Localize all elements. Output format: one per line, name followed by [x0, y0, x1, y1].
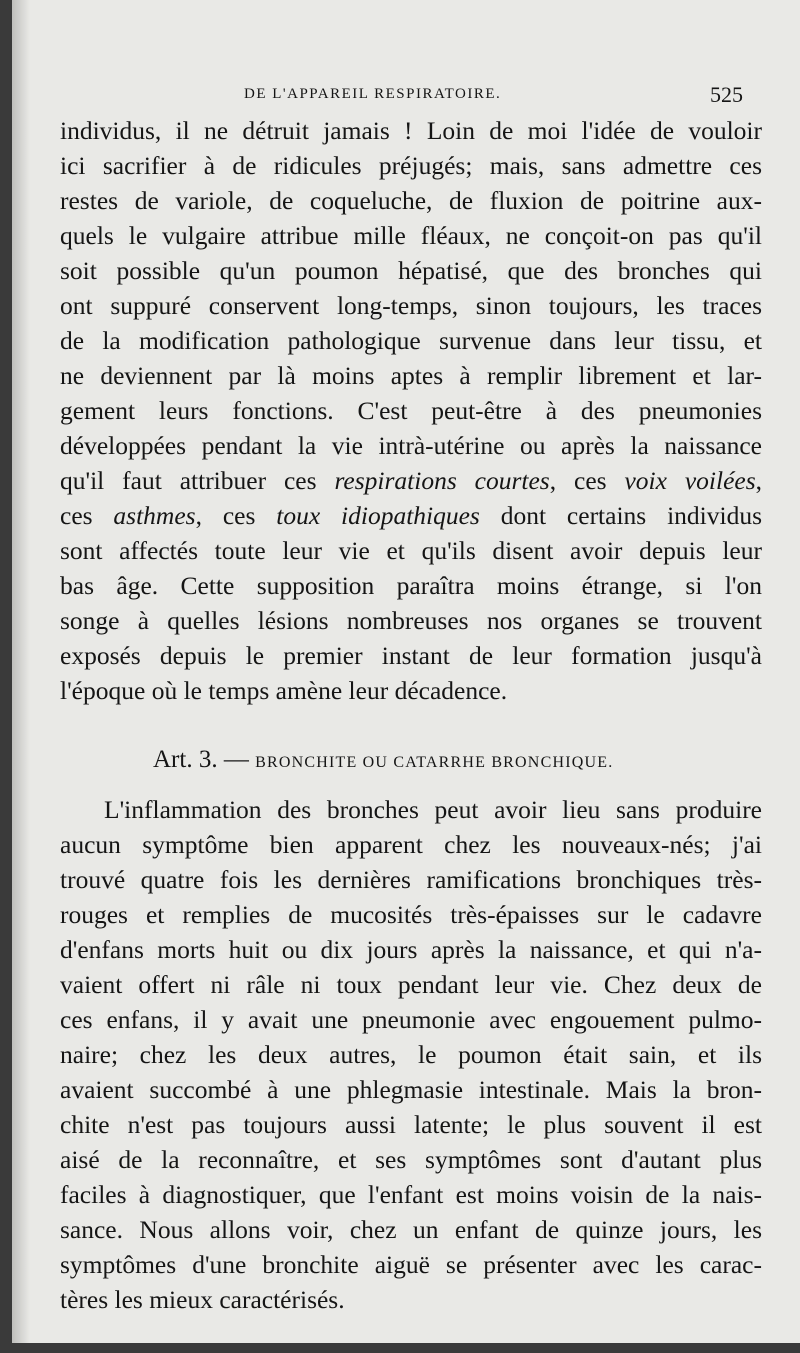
text-line	[60, 501, 762, 531]
text-line: rouges et remplies de mucosités très-épaisses sur le cadavre	[60, 900, 762, 929]
text-line: ces enfans, il y avait une pneumonie avec engouement pulmo-	[60, 1005, 762, 1034]
text-line: développées pendant la vie intrà-utérine ou après la naissance	[60, 431, 762, 460]
text-line: faciles à diagnostiquer, que l'enfant est moins voisin de la nais-	[60, 1180, 762, 1209]
text-line: ont suppuré conservent long-temps, sinon toujours, les traces	[60, 291, 762, 320]
text-line: de la modification pathologique survenue dans leur tissu, et	[60, 326, 762, 355]
text-run: , ces	[549, 466, 625, 495]
text-line: aucun symptôme bien apparent chez les nouveaux-nés; j'ai	[60, 830, 762, 859]
article-title: BRONCHITE OU CATARRHE BRONCHIQUE.	[255, 754, 614, 771]
text-line: individus, il ne détruit jamais ! Loin de moi l'idée de vouloir	[60, 116, 762, 145]
text-line: sance. Nous allons voir, chez un enfant de quinze jours, les	[60, 1215, 762, 1244]
italic-phrase: toux idiopathiques	[276, 501, 480, 530]
article-label: Art. 3. —	[153, 746, 256, 773]
text-line: sont affectés toute leur vie et qu'ils disent avoir depuis leur	[60, 536, 762, 565]
text-line: trouvé quatre fois les dernières ramifications bronchiques très-	[60, 865, 762, 894]
italic-phrase: asthmes	[113, 501, 196, 530]
text-line: gement leurs fonctions. C'est peut-être à des pneumonies	[60, 396, 762, 425]
section-heading	[153, 746, 613, 774]
text-line: avaient succombé à une phlegmasie intestinale. Mais la bron-	[60, 1075, 762, 1104]
text-run: , ces	[195, 501, 277, 530]
running-title: DE L'APPAREIL RESPIRATOIRE.	[244, 86, 502, 102]
text-line: l'époque où le temps amène leur décadence.	[60, 676, 508, 705]
page-number: 525	[710, 82, 743, 107]
text-line: ne deviennent par là moins aptes à remplir librement et lar-	[60, 361, 762, 390]
italic-phrase: respirations courtes	[334, 466, 550, 495]
text-line: symptômes d'une bronchite aiguë se présenter avec les carac-	[60, 1250, 762, 1279]
text-line: restes de variole, de coqueluche, de fluxion de poitrine aux-	[60, 186, 762, 215]
text-line: bas âge. Cette supposition paraîtra moins étrange, si l'on	[60, 571, 762, 600]
text-run: ces	[60, 501, 114, 530]
text-line: vaient offert ni râle ni toux pendant leur vie. Chez deux de	[60, 970, 762, 999]
text-line: exposés depuis le premier instant de leur formation jusqu'à	[60, 641, 762, 670]
text-run: dont certains individus	[479, 501, 763, 530]
text-run: qu'il faut attribuer ces	[60, 466, 335, 495]
text-line: ici sacrifier à de ridicules préjugés; mais, sans admettre ces	[60, 151, 762, 180]
text-line: aisé de la reconnaître, et ses symptômes sont d'autant plus	[60, 1145, 762, 1174]
text-line: d'enfans morts huit ou dix jours après la naissance, et qui n'a-	[60, 935, 762, 964]
page-gutter-shadow	[12, 0, 30, 1343]
text-line: quels le vulgaire attribue mille fléaux, ne conçoit-on pas qu'il	[60, 221, 762, 250]
text-line: songe à quelles lésions nombreuses nos organes se trouvent	[60, 606, 762, 635]
text-line: naire; chez les deux autres, le poumon était sain, et ils	[60, 1040, 762, 1069]
text-line: soit possible qu'un poumon hépatisé, que des bronches qui	[60, 256, 762, 285]
text-line	[60, 466, 762, 496]
text-line: tères les mieux caractérisés.	[60, 1285, 345, 1314]
text-run: ,	[755, 466, 763, 495]
text-line: chite n'est pas toujours aussi latente; le plus souvent il est	[60, 1110, 762, 1139]
italic-phrase: voix voilées	[624, 466, 756, 495]
book-page	[12, 0, 800, 1343]
running-header	[12, 82, 800, 108]
text-line: L'inflammation des bronches peut avoir lieu sans produire	[104, 795, 762, 824]
